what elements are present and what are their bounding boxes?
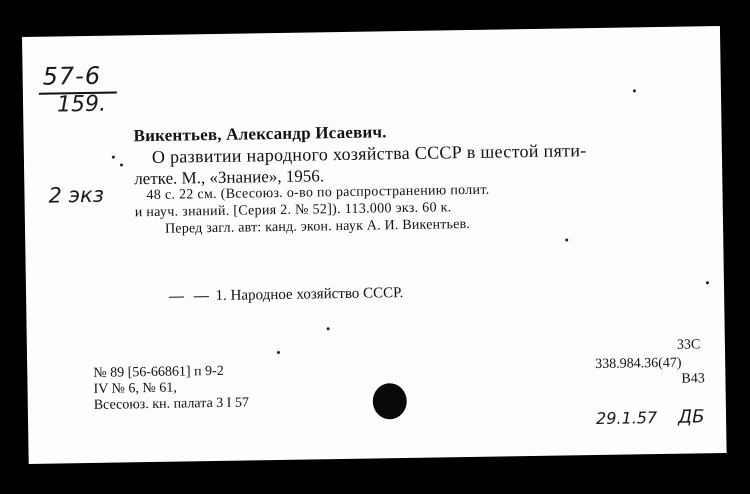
speck xyxy=(120,163,123,166)
speck xyxy=(565,238,568,241)
control-line-1: № 89 [56-66861] п 9-2 xyxy=(93,363,224,381)
subject-text: 1. Народное хозяйство СССР. xyxy=(215,285,404,304)
udc-index: 338.984.36(47) xyxy=(595,355,682,373)
subject-dashes: — — xyxy=(168,288,212,305)
speck xyxy=(327,327,330,330)
catalog-card xyxy=(22,26,727,464)
handwritten-date: 29.1.57 xyxy=(595,408,658,429)
control-line-3: Всесоюз. кн. палата 3 I 57 xyxy=(93,395,250,413)
copies-note: 2 экз xyxy=(48,182,105,208)
control-line-2: IV № 6, № 61, xyxy=(93,380,177,397)
title-line-2: летке. М., «Знание», 1956. xyxy=(134,166,325,189)
speck xyxy=(277,351,280,354)
speck xyxy=(112,156,115,159)
call-number-line2: 159. xyxy=(56,91,107,118)
physical-description-line-2: и науч. знаний. [Серия 2. № 52]). 113.000 экз. 60 к. xyxy=(134,200,452,221)
bbk-index: 33С xyxy=(676,337,701,353)
author-heading: Викентьев, Александр Исаевич. xyxy=(133,122,387,146)
call-number-line1: 57-6 xyxy=(42,61,102,91)
speck xyxy=(633,89,636,92)
physical-description-line-1: 48 с. 22 см. (Всесоюз. о-во по распространению полит. xyxy=(146,182,490,204)
ink-blot xyxy=(372,383,407,420)
subject-heading xyxy=(169,285,404,306)
author-note: Перед загл. авт: канд. экон. наук А. И. Викентьев. xyxy=(164,216,471,237)
title-line-1: О развитии народного хозяйства СССР в шестой пяти- xyxy=(151,140,587,167)
handwritten-initials: ДБ xyxy=(677,406,705,428)
speck xyxy=(706,281,709,284)
author-sign: В43 xyxy=(681,371,705,387)
